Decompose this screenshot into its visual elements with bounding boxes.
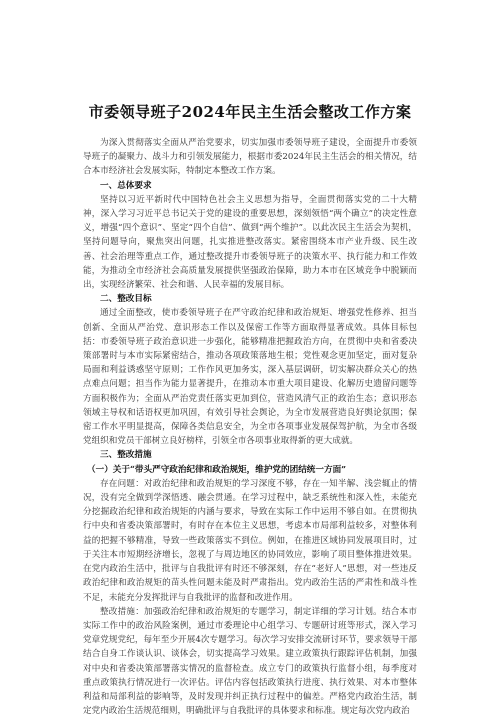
intro-paragraph: 为深入贯彻落实全面从严治党要求，切实加强市委领导班子建设，全面提升市委领导班子的凝聚力、战斗力和引领发展能力，根据市委2024年民主生活会的相关情况，结合本市经济社会发展实际，特制定本整改工作方案。 [83, 138, 417, 177]
problems-paragraph: 存在问题：对政治纪律和政治规矩的学习深度不够，存在一知半解、浅尝辄止的情况，没有完全做到学深悟透、融会贯通。在学习过程中，缺乏系统性和深入性，未能充分挖掘政治纪律和政治规矩的内涵与要求，导致在实际工作中运用不够自如。在贯彻执行中央和省委决策部署时，有时存在本位主义思想，考虑本市局部利益较多，对整体利益的把握不够精准，导致一些政策落实不到位。例如，在推进区域协同发展项目时，过于关注本市短期经济增长，忽视了与周边地区的协同效应，影响了项目整体推进效果。在党内政治生活中，批评与自我批评有时还不够深刻，存在“老好人”思想，对一些违反政治纪律和政治规矩的苗头性问题未能及时严肃指出。党内政治生活的严肃性和战斗性不足，未能充分发挥批评与自我批评的监督和改进作用。 [83, 478, 417, 603]
goals-paragraph: 通过全面整改，使市委领导班子在严守政治纪律和政治规矩、增强党性修养、担当创新、全面从严治党、意识形态工作以及保密工作等方面取得显著成效。具体目标包括：市委领导班子政治意识进一步强化，能够精准把握政治方向，在贯彻中央和省委决策部署时与本市实际紧密结合，推动各项政策落地生根；党性观念更加坚定，面对复杂局面和利益诱惑坚守原则；工作作风更加务实，深入基层调研，切实解决群众关心的热点难点问题；担当作为能力显著提升，在推动本市重大项目建设、化解历史遗留问题等方面积极作为；全面从严治党责任落实更加到位，营造风清气正的政治生态；意识形态领域主导权和话语权更加巩固，有效引导社会舆论，为全市发展营造良好舆论氛围；保密工作水平明显提高，保障各类信息安全，为全市各项事业发展保驾护航，为全市各级党组织和党员干部树立良好榜样，引领全市各项事业取得新的更大成就。 [83, 308, 417, 447]
subsection-heading-political-discipline: （一）关于“带头严守政治纪律和政治规矩，维护党的团结统一方面” [87, 464, 347, 475]
section-heading-goals: 二、整改目标 [100, 294, 152, 305]
section-heading-general-requirements: 一、总体要求 [100, 180, 152, 191]
document-body [83, 136, 417, 718]
general-requirements-paragraph: 坚持以习近平新时代中国特色社会主义思想为指导，全面贯彻落实党的二十大精神，深入学习习近平总书记关于党的建设的重要思想，深刻领悟“两个确立”的决定性意义，增强“四个意识”、坚定“四个自信”、做到“两个维护”。以此次民主生活会为契机，坚持问题导向，聚焦突出问题，扎实推进整改落实。紧密围绕本市产业升级、民生改善、社会治理等重点工作，通过整改提升市委领导班子的决策水平、执行能力和工作效能，为推动全市经济社会高质量发展提供坚强政治保障，助力本市在区域竞争中脱颖而出，实现经济繁荣、社会和谐、人民幸福的发展目标。 [83, 194, 417, 291]
document-title: 市委领导班子2024年民主生活会整改工作方案 [88, 103, 412, 121]
measures-paragraph: 整改措施：加强政治纪律和政治规矩的专题学习，制定详细的学习计划。结合本市实际工作中的政治风险案例，通过市委理论中心组学习、专题研讨班等形式，深入学习党章党规党纪，每年至少开展4次专题学习。每次学习安排交流研讨环节，要求领导干部结合自身工作谈认识、谈体会，切实提高学习效果。建立政策执行跟踪评估机制，加强对中央和省委决策部署落实情况的监督检查。成立专门的政策执行监督小组，每季度对重点政策执行情况进行一次评估。评估内容包括政策执行进度、执行效果、对本市整体利益和局部利益的影响等，及时发现并纠正执行过程中的偏差。严格党内政治生活，制定党内政治生活规范细则，明确批评与自我批评的具体要求和标准。规定每次党内政治 [83, 606, 417, 717]
section-heading-measures: 三、整改措施 [100, 450, 152, 461]
